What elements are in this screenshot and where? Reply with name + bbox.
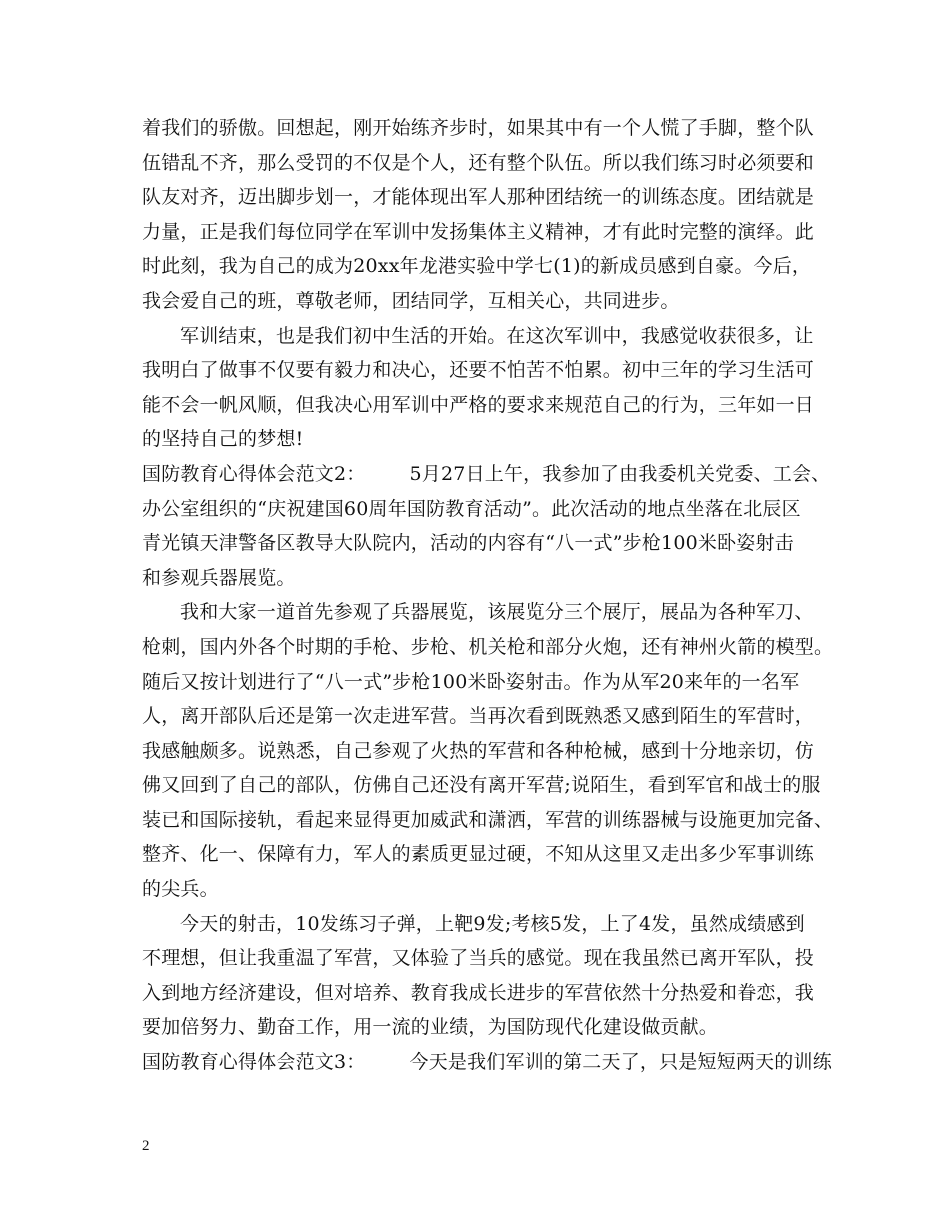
document-body xyxy=(142,111,834,1080)
text-line: 着我们的骄傲。回想起，刚开始练齐步时，如果其中有一个人慌了手脚，整个队 xyxy=(142,117,815,139)
text-line: 能不会一帆风顺，但我决心用军训中严格的要求来规范自己的行为，三年如一日 xyxy=(142,393,815,416)
text-line: 时此刻，我为自己的成为20xx年龙港实验中学七(1)的新成员感到自豪。今后， xyxy=(142,255,812,278)
text-line: 要加倍努力、勤奋工作，用一流的业绩，为国防现代化建设做贡献。 xyxy=(142,1016,719,1039)
text-line: 办公室组织的“庆祝建国60周年国防教育活动”。此次活动的地点坐落在北辰区 xyxy=(142,497,801,520)
section-first-text: 今天是我们军训的第二天了，只是短短两天的训练 xyxy=(409,1051,832,1074)
text-line: 伍错乱不齐，那么受罚的不仅是个人，还有整个队伍。所以我们练习时必须要和 xyxy=(142,151,815,174)
text-line: 不理想，但让我重温了军营，又体验了当兵的感觉。现在我虽然已离开军队，投 xyxy=(142,947,815,970)
text-line: 我会爱自己的班，尊敬老师，团结同学，互相关心，共同进步。 xyxy=(142,289,680,312)
text-line: 的坚持自己的梦想! xyxy=(142,428,304,451)
text-line: 整齐、化一、保障有力，军人的素质更显过硬，不知从这里又走出多少军事训练 xyxy=(142,843,815,866)
paragraph-start-line: 我和大家一道首先参观了兵器展览，该展览分三个展厅，展品为各种军刀、 xyxy=(180,601,814,624)
section-heading: 国防教育心得体会范文3： xyxy=(142,1051,366,1074)
paragraph-start-line: 今天的射击，10发练习子弹，上靶9发;考核5发，上了4发，虽然成绩感到 xyxy=(180,912,805,935)
text-line: 枪刺，国内外各个时期的手枪、步枪、机关枪和部分火炮，还有神州火箭的模型。 xyxy=(142,635,834,658)
text-line: 队友对齐，迈出脚步划一，才能体现出军人那种团结统一的训练态度。团结就是 xyxy=(142,186,815,209)
paragraph-start-line: 军训结束，也是我们初中生活的开始。在这次军训中，我感觉收获很多，让 xyxy=(180,324,814,347)
text-line: 装已和国际接轨，看起来显得更加威武和潇洒，军营的训练器械与设施更加完备、 xyxy=(142,808,834,831)
text-line: 我感触颇多。说熟悉，自己参观了火热的军营和各种枪械，感到十分地亲切，仿 xyxy=(142,739,815,762)
text-line: 力量，正是我们每位同学在军训中发扬集体主义精神，才有此时完整的演绎。此 xyxy=(142,220,815,243)
section-heading-line xyxy=(142,1045,832,1080)
section-heading: 国防教育心得体会范文2： xyxy=(142,462,366,485)
text-line: 我明白了做事不仅要有毅力和决心，还要不怕苦不怕累。初中三年的学习生活可 xyxy=(142,359,815,382)
text-line: 随后又按计划进行了“八一式”步枪100米卧姿射击。作为从军20来年的一名军 xyxy=(142,670,800,693)
text-line: 入到地方经济建设，但对培养、教育我成长进步的军营依然十分热爱和眷恋，我 xyxy=(142,981,815,1004)
text-line: 的尖兵。 xyxy=(142,878,219,901)
section-first-text: 5月27日上午，我参加了由我委机关党委、工会、 xyxy=(409,462,831,485)
section-heading-line xyxy=(142,457,831,492)
page-number: 2 xyxy=(142,1138,150,1154)
text-line: 佛又回到了自己的部队，仿佛自己还没有离开军营;说陌生，看到军官和战士的服 xyxy=(142,774,821,797)
text-line: 青光镇天津警备区教导大队院内，活动的内容有“八一式”步枪100米卧姿射击 xyxy=(142,532,794,555)
text-line: 人，离开部队后还是第一次走进军营。当再次看到既熟悉又感到陌生的军营时， xyxy=(142,705,815,728)
text-line: 和参观兵器展览。 xyxy=(142,566,296,589)
